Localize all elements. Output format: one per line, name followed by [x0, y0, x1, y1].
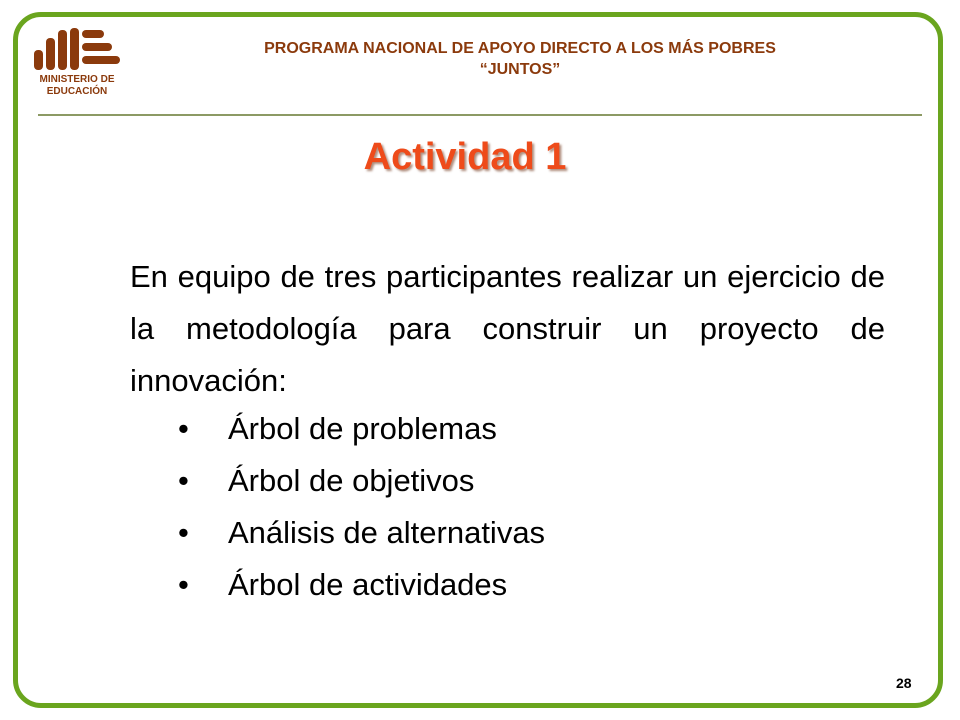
intro-paragraph: En equipo de tres participantes realizar un ejercicio de la metodología para construir un proyecto de innovación: — [130, 259, 885, 398]
list-item-text: Árbol de problemas — [228, 411, 497, 446]
header-divider — [38, 114, 922, 116]
list-item-text: Análisis de alternativas — [228, 515, 546, 550]
logo-line-2: EDUCACIÓN — [46, 86, 108, 97]
ministry-logo-text — [28, 74, 126, 98]
ministry-logo-icon — [28, 26, 126, 74]
program-header — [150, 38, 890, 80]
list-item — [178, 559, 545, 611]
slide-title: Actividad 1 — [363, 136, 567, 178]
list-item-text: Árbol de actividades — [228, 567, 508, 602]
logo-line-1: MINISTERIO DE — [39, 74, 115, 85]
list-item — [178, 455, 545, 507]
list-item — [178, 507, 545, 559]
list-item — [178, 403, 545, 455]
bullet-icon: • — [178, 567, 189, 602]
header-line-1: PROGRAMA NACIONAL DE APOYO DIRECTO A LOS MÁS POBRES — [264, 40, 776, 57]
activity-list — [178, 403, 545, 611]
ministry-logo — [28, 26, 126, 102]
bullet-icon: • — [178, 411, 189, 446]
header-line-2: “JUNTOS” — [479, 61, 561, 78]
page-number: 28 — [896, 675, 912, 691]
list-item-text: Árbol de objetivos — [228, 463, 475, 498]
bullet-icon: • — [178, 515, 189, 550]
bullet-icon: • — [178, 463, 189, 498]
